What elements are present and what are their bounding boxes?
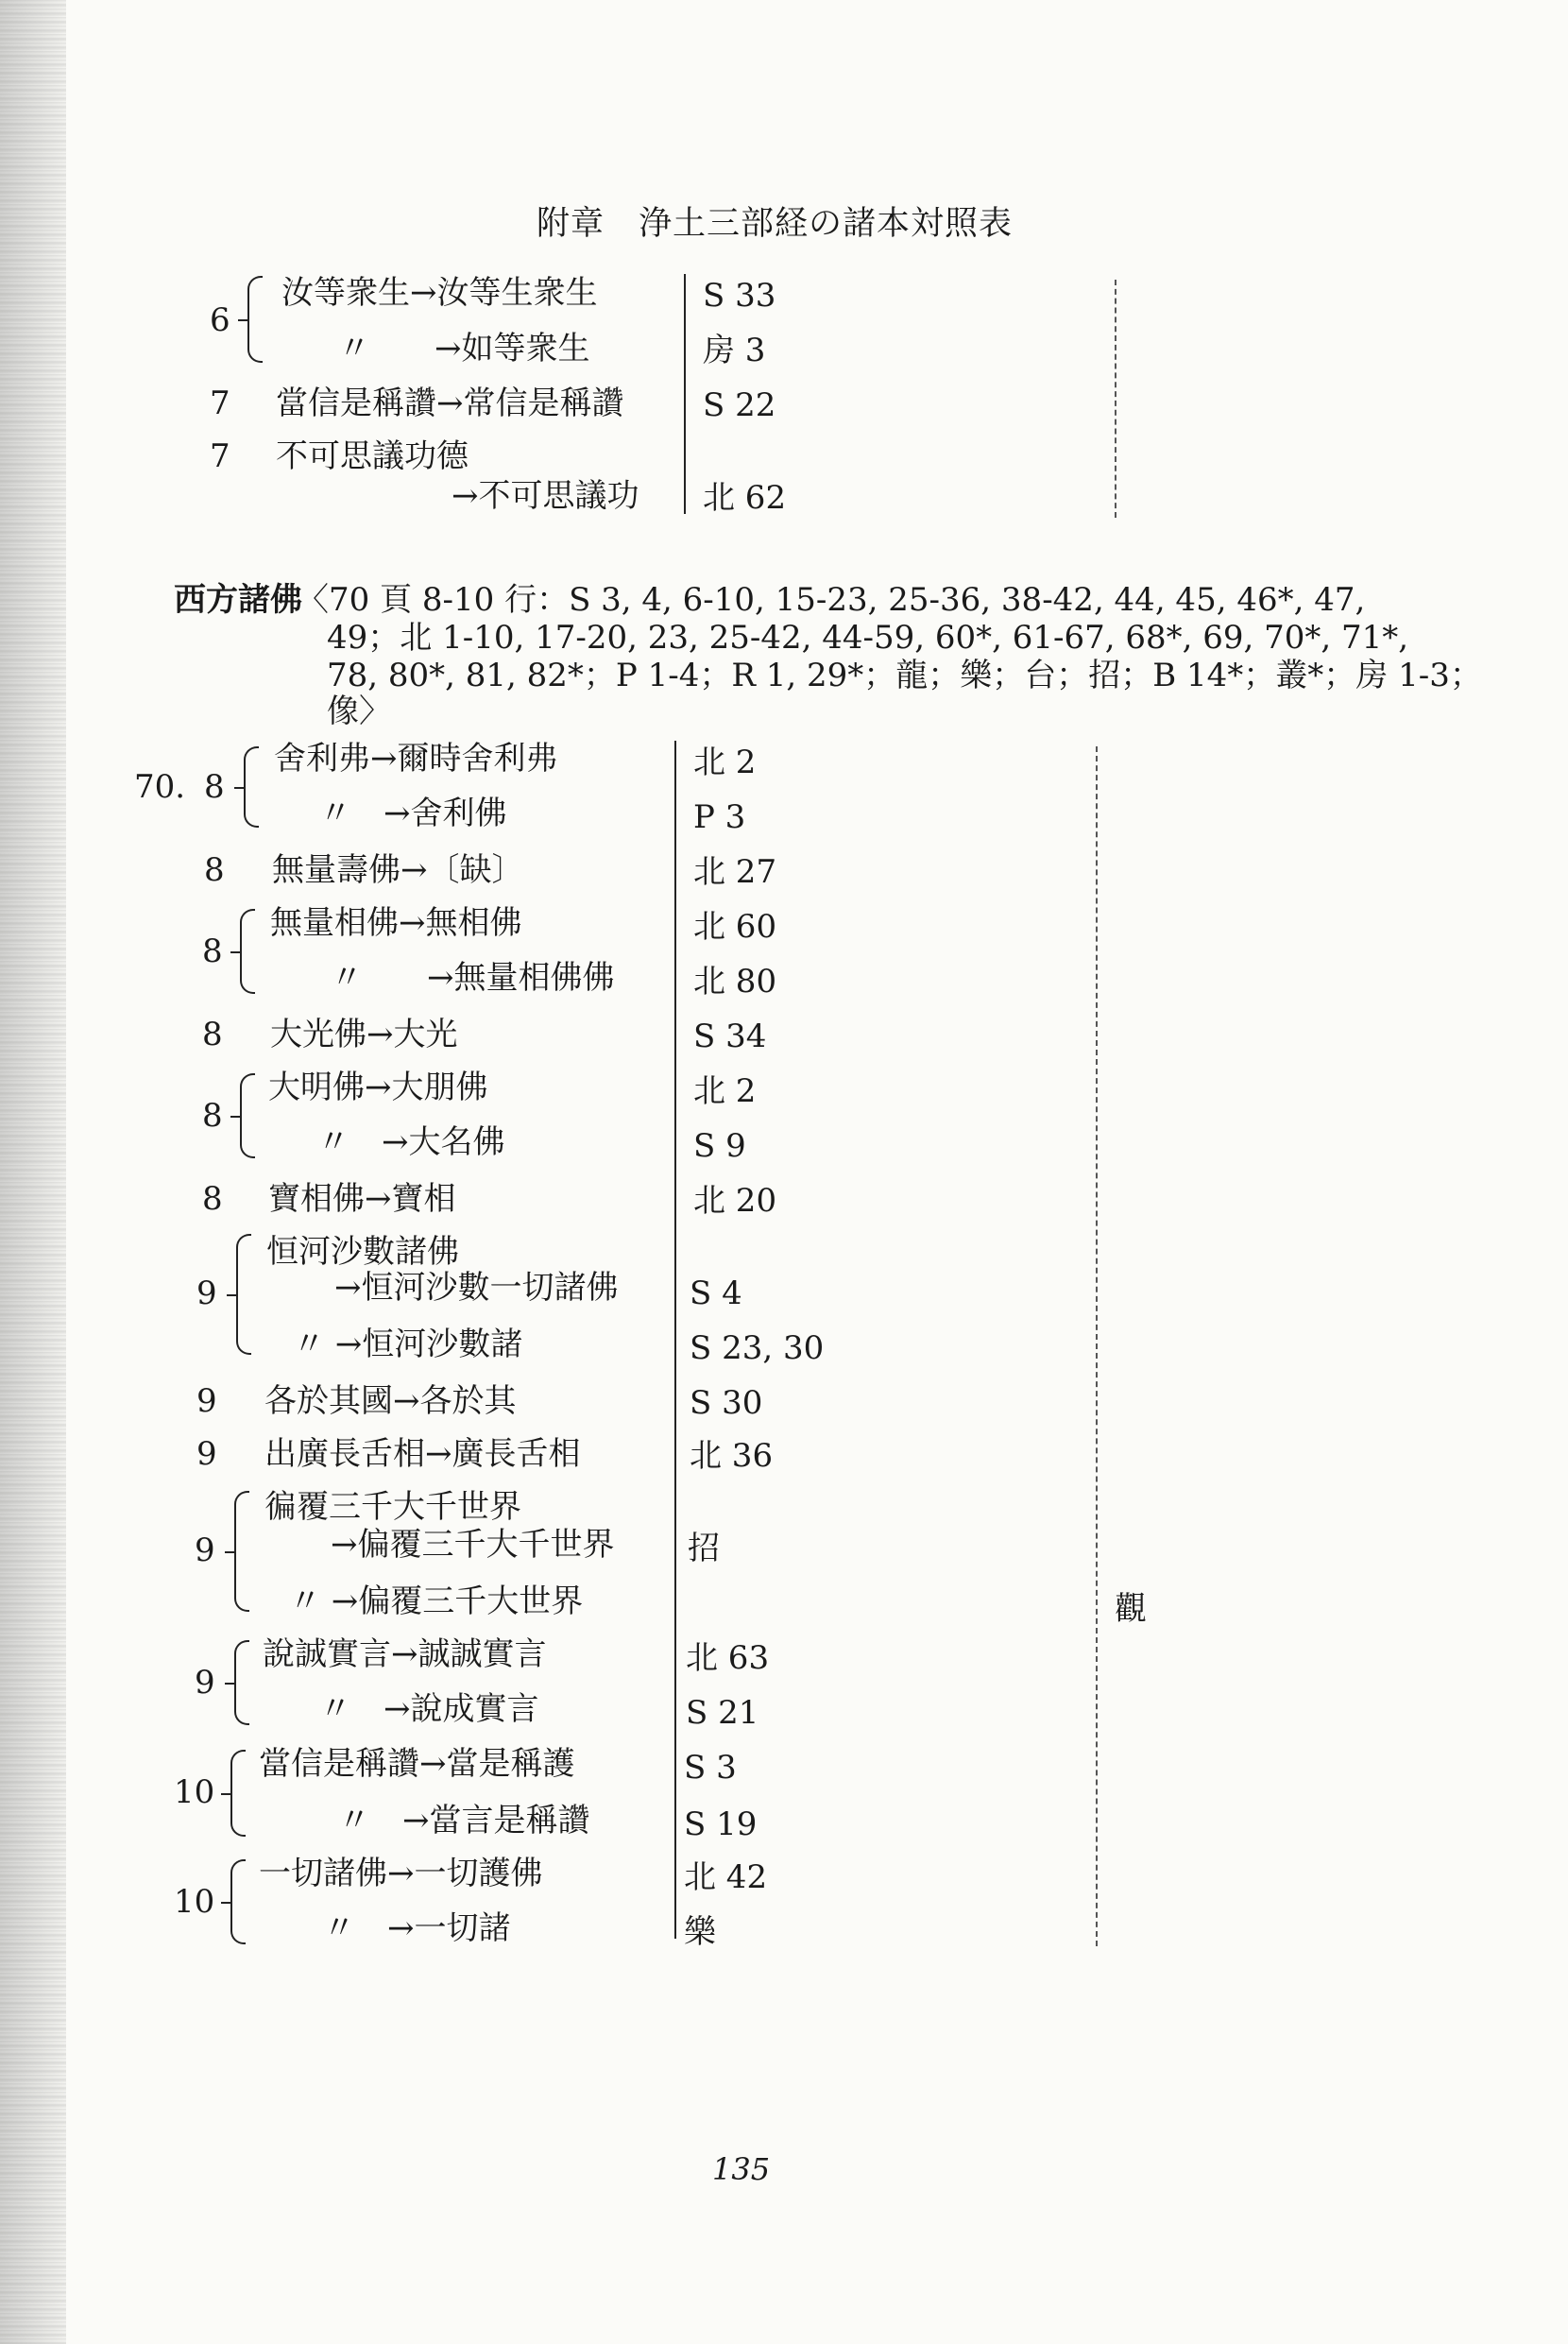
variant-entry: 寶相佛→寶相 [268,1180,456,1218]
manuscript-ref: 北 20 [693,1182,777,1220]
manuscript-ref: S 9 [693,1127,746,1165]
manuscript-ref: S 21 [686,1694,759,1732]
line-number: 8 [202,932,223,970]
brace [234,1640,249,1725]
variant-entry: →不可思議功 [452,477,639,515]
line-number: 10 [174,1883,215,1921]
variant-entry: 說誠實言→誠誠實言 [263,1635,547,1673]
variant-entry: 舍利弗→爾時舍利弗 [274,740,558,778]
manuscript-ref: 北 2 [693,1072,757,1110]
line-number: 8 [204,851,225,889]
manuscript-ref: S 4 [690,1275,742,1312]
line-number: 8 [204,768,225,806]
variant-entry: 各於其國→各於其 [264,1382,517,1420]
side-note: 觀 [1115,1590,1147,1628]
variant-entry: 大明佛→大朋佛 [268,1069,488,1106]
manuscript-ref: S 33 [703,277,776,315]
variant-entry: 當信是稱讚→常信是稱讚 [276,385,624,422]
manuscript-ref: 北 42 [684,1858,768,1896]
variant-entry: 出廣長舌相→廣長舌相 [264,1435,581,1473]
variant-entry: 無量壽佛→〔缺〕 [272,851,524,889]
section-sources-line: 78, 80*, 81, 82*；P 1-4；R 1, 29*；龍；樂；台；招；B 14*；叢*；房 1-3； [327,657,1482,694]
manuscript-ref: 北 80 [693,963,777,1001]
variant-entry: 徧覆三千大千世界 [264,1488,521,1526]
brace [234,1491,249,1612]
line-number: 8 [202,1097,223,1135]
brace [240,1073,255,1158]
variant-entry: 〃 →無量相佛佛 [331,959,615,997]
manuscript-ref: 北 60 [693,908,777,946]
section-sources-line: 49；北 1-10, 17-20, 23, 25-42, 44-59, 60*, 61-67, 68*, 69, 70*, 71*, [327,619,1409,657]
line-number: 8 [202,1180,223,1218]
brace [244,746,259,828]
line-number: 10 [174,1773,215,1811]
line-number: 9 [196,1382,217,1420]
brace [230,1859,246,1944]
variant-entry: 〃 →一切諸 [323,1909,511,1947]
line-number: 7 [210,385,230,422]
line-number: 9 [195,1664,215,1702]
page-reference: 70. [134,768,186,806]
variant-entry: 一切諸佛→一切護佛 [259,1855,543,1892]
variant-entry: 無量相佛→無相佛 [270,904,522,942]
variant-entry: 〃 →恒河沙數諸 [293,1326,523,1363]
manuscript-ref: S 22 [703,386,776,424]
variant-entry: 〃 →偏覆三千大世界 [289,1583,584,1620]
variant-entry: 〃 →當言是稱讚 [338,1802,590,1839]
line-number: 9 [195,1531,215,1569]
variant-entry: 恒河沙數諸佛 [266,1233,459,1271]
brace [247,276,263,363]
brace [236,1234,251,1355]
dashed-column-divider [1096,746,1098,1946]
variant-entry: 〃 →如等衆生 [338,330,590,368]
manuscript-ref: S 3 [684,1749,737,1787]
manuscript-ref: 北 63 [686,1639,770,1677]
column-divider [684,274,686,514]
variant-entry: 〃 →大名佛 [317,1123,505,1161]
section-sources-line: 像〉 [327,693,391,730]
variant-entry: →偏覆三千大千世界 [331,1526,615,1564]
variant-entry: 〃 →說成實言 [319,1690,539,1728]
manuscript-ref: 北 62 [703,479,787,517]
line-number: 6 [210,301,230,339]
line-number: 7 [210,437,230,475]
manuscript-ref: 北 36 [690,1437,774,1475]
manuscript-ref: 樂 [684,1913,716,1951]
brace [240,909,255,994]
line-number: 9 [196,1435,217,1473]
variant-entry: →恒河沙數一切諸佛 [334,1269,619,1307]
manuscript-ref: P 3 [693,798,746,836]
manuscript-ref: 房 3 [703,332,766,369]
variant-entry: 不可思議功德 [276,437,469,475]
variant-entry: 汝等衆生→汝等生衆生 [281,274,598,312]
manuscript-ref: S 34 [693,1018,767,1055]
dashed-column-divider [1115,280,1116,518]
variant-entry: 大光佛→大光 [270,1016,458,1053]
manuscript-ref: 招 [688,1530,720,1567]
manuscript-ref: 北 27 [693,853,777,891]
scan-edge-shadow [0,0,66,2344]
line-number: 9 [196,1275,217,1312]
section-sources-line: 〈70 頁 8-10 行：S 3, 4, 6-10, 15-23, 25-36, 38-42, 44, 45, 46*, 47, [297,581,1366,619]
manuscript-ref: S 19 [684,1805,758,1843]
page-number: 135 [712,2151,771,2187]
manuscript-ref: S 30 [690,1384,763,1422]
brace [230,1750,246,1837]
line-number: 8 [202,1016,223,1053]
variant-entry: 〃 →舍利佛 [319,795,507,832]
page-header: 附章 浄土三部経の諸本対照表 [537,205,1014,243]
variant-entry: 當信是稱讚→當是稱護 [259,1745,575,1783]
column-divider [674,741,676,1939]
section-heading: 西方諸佛 [174,581,302,619]
manuscript-ref: S 23, 30 [690,1329,825,1367]
manuscript-ref: 北 2 [693,744,757,781]
